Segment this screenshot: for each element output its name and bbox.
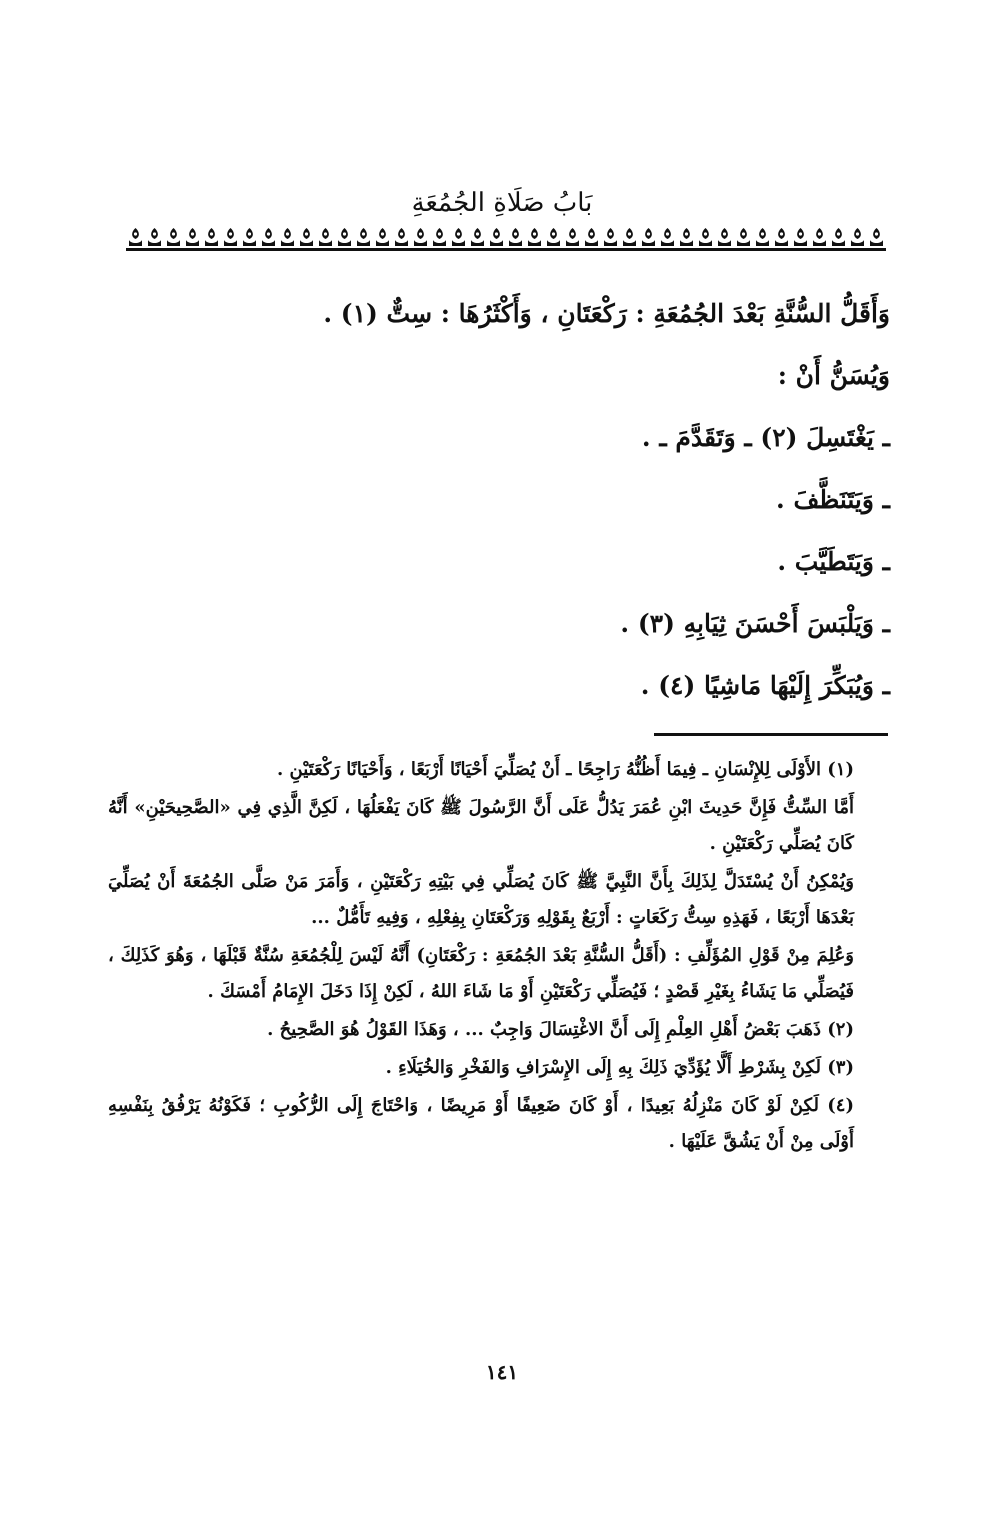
footnote-2: (٢) ذَهَبَ بَعْضُ أَهْلِ العِلْمِ إِلَى أَنَّ الاغْتِسَالَ وَاجِبٌ ... ، وَهَذَا القَوْلُ هُوَ الصَّحِيحُ . xyxy=(267,1019,854,1040)
footnote-1-paragraph-3: وَيُمْكِنُ أَنْ يُسْتَدَلَّ لِذَلِكَ بِأَنَّ النَّبِيَّ ﷺ كَانَ يُصَلِّي فِي بَيْتِهِ رَكْعَتَيْنِ ، وَأَمَرَ مَنْ صَلَّى الجُمُعَةَ أَنْ يُصَلِّيَ بَعْدَهَا أَرْبَعًا ، فَهَذِهِ سِتُّ رَكَعَاتٍ : أَرْبَعٌ بِقَوْلِهِ وَرَكْعَتَانِ بِفِعْلِهِ ، وَفِيهِ تَأَمُّلٌ ... xyxy=(108,871,854,928)
main-line-1: وَأَقَلُّ السُّنَّةِ بَعْدَ الجُمُعَةِ : رَكْعَتَانِ ، وَأَكْثَرُهَا : سِتٌّ (١) . xyxy=(323,299,890,328)
footnote-1-paragraph-2: أَمَّا السِّتُّ فَإِنَّ حَدِيثَ ابْنِ عُمَرَ يَدُلُّ عَلَى أَنَّ الرَّسُولَ ﷺ كَانَ يَفْعَلُهَا ، لَكِنَّ الَّذِي فِي «الصَّحِيحَيْنِ» أَنَّهُ كَانَ يُصَلِّي رَكْعَتَيْنِ . xyxy=(108,797,854,854)
main-line-6: ـ وَيَلْبَسَ أَحْسَنَ ثِيَابِهِ (٣) . xyxy=(620,609,890,638)
main-line-2: وَيُسَنُّ أَنْ : xyxy=(777,361,890,390)
footnote-3: (٣) لَكِنْ بِشَرْطِ أَلَّا يُؤَدِّيَ ذَلِكَ بِهِ إِلَى الإِسْرَافِ وَالفَخْرِ وَالخُيَلَاءِ . xyxy=(385,1057,854,1078)
footnote-1: (١) الأَوْلَى لِلإِنْسَانِ ـ فِيمَا أَظُنُّهُ رَاجِحًا ـ أَنْ يُصَلِّيَ أَحْيَانًا أَرْبَعًا ، وَأَحْيَانًا رَكْعَتَيْنِ . xyxy=(277,759,854,780)
main-line-3: ـ يَغْتَسِلَ (٢) ـ وَتَقَدَّمَ ـ . xyxy=(641,423,890,452)
main-line-4: ـ وَيَتَنَظَّفَ . xyxy=(776,485,890,514)
main-line-5: ـ وَيَتَطَيَّبَ . xyxy=(777,547,890,576)
chapter-title: بَابُ صَلَاةِ الجُمُعَةِ xyxy=(411,188,593,218)
footnote-separator xyxy=(654,733,888,736)
main-text xyxy=(110,290,890,724)
ornamental-border xyxy=(126,226,886,252)
main-line-7: ـ وَيُبَكِّرَ إِلَيْهَا مَاشِيًا (٤) . xyxy=(640,671,890,700)
footnote-1-paragraph-4: وَعُلِمَ مِنْ قَوْلِ المُؤَلِّفِ : (أَقَلُّ السُّنَّةِ بَعْدَ الجُمُعَةِ : رَكْعَتَانِ) أَنَّهُ لَيْسَ لِلْجُمُعَةِ سُنَّةٌ قَبْلَهَا ، وَهُوَ كَذَلِكَ ، فَيُصَلِّي مَا يَشَاءُ بِغَيْرِ قَصْدٍ ؛ فَيُصَلِّي رَكْعَتَيْنِ أَوْ مَا شَاءَ اللهُ ، لَكِنْ إِذَا دَخَلَ الإِمَامُ أَمْسَكَ . xyxy=(108,945,854,1002)
footnote-4: (٤) لَكِنْ لَوْ كَانَ مَنْزِلُهُ بَعِيدًا ، أَوْ كَانَ ضَعِيفًا أَوْ مَرِيضًا ، وَاحْتَاجَ إِلَى الرُّكُوبِ ؛ فَكَوْنُهُ يَرْفُقُ بِنَفْسِهِ أَوْلَى مِنْ أَنْ يَشُقَّ عَلَيْهَا . xyxy=(108,1095,854,1152)
page-number: ١٤١ xyxy=(485,1360,519,1384)
footnotes xyxy=(108,752,892,1162)
